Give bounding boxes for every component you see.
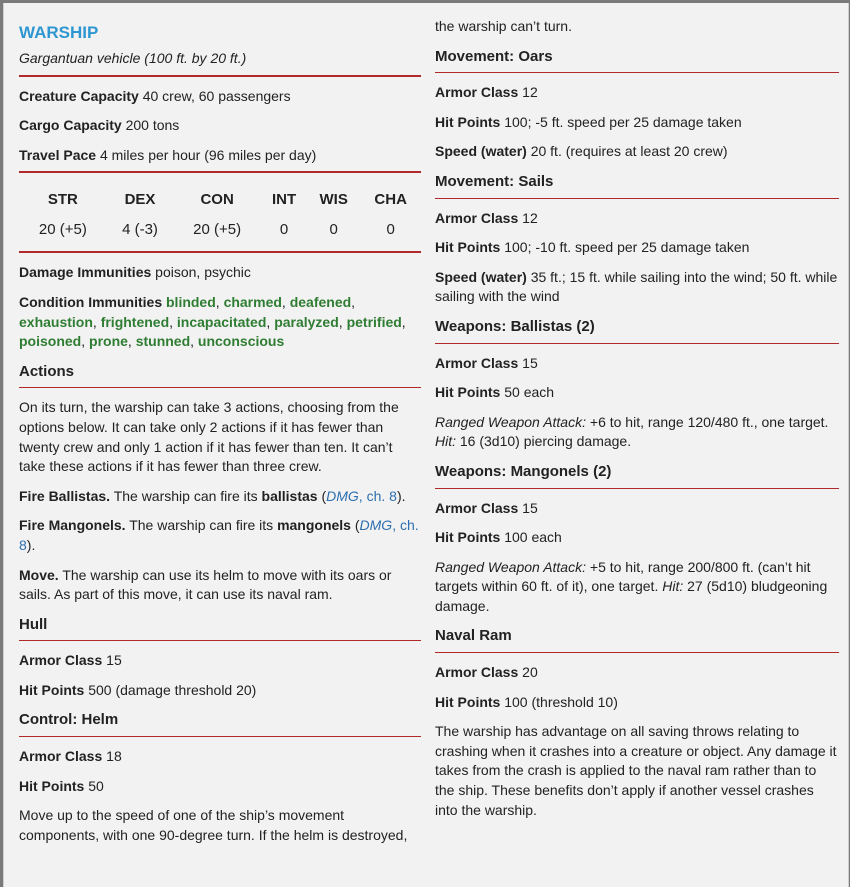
- divider: [19, 251, 421, 253]
- stat-value: 15: [522, 499, 538, 516]
- action-text: The warship can use its helm to move with its oars or sails. As part of this move, it can use its naval ram.: [19, 566, 392, 603]
- divider: [435, 652, 839, 653]
- stat-value: 100; -10 ft. speed per 25 damage taken: [504, 239, 750, 256]
- divider: [19, 387, 421, 388]
- reference-chapter: ch. 8: [19, 517, 419, 553]
- condition-prone: prone: [89, 333, 128, 350]
- stat-label: Armor Class: [435, 354, 519, 371]
- stat-value: 100; -5 ft. speed per 25 damage taken: [504, 113, 742, 130]
- ram-heading: Naval Ram: [435, 627, 512, 645]
- reference-chapter: ch. 8: [366, 487, 397, 504]
- hull-heading: Hull: [19, 615, 48, 633]
- ballistas-hit-points: [435, 383, 839, 403]
- stat-value: 50 each: [504, 384, 555, 401]
- stat-value: 12: [522, 209, 538, 226]
- action-move: [19, 566, 421, 605]
- ability-score: 20 (+5): [193, 220, 242, 238]
- ability-name: INT: [271, 190, 297, 208]
- helm-hit-points: [19, 777, 421, 797]
- ballistas-attack: [435, 413, 839, 452]
- stat-value: 35 ft.; 15 ft. while sailing into the wind; 50 ft. while sailing with the wind: [435, 268, 838, 305]
- condition-exhaustion: exhaustion: [19, 313, 93, 330]
- ram-hit-points: [435, 693, 839, 713]
- reference-book: DMG: [359, 517, 393, 534]
- stat-value: 15: [106, 652, 122, 669]
- ability-name: DEX: [124, 190, 156, 208]
- ballistas-term: ballistas: [261, 487, 318, 504]
- action-name: Fire Mangonels.: [19, 517, 126, 534]
- divider: [19, 171, 421, 173]
- action-fire-mangonels: Fire Mangonels. The warship can fire its mangonels (DMG, ch. 8).: [19, 517, 419, 553]
- stat-label: Hit Points: [435, 384, 501, 401]
- oars-speed: [435, 142, 839, 162]
- hull-hit-points: [19, 681, 421, 701]
- actions-heading: Actions: [19, 362, 75, 380]
- attack-text: +5 to hit, range 200/800 ft. (can’t hit targets within 60 ft. of it), one target.: [435, 558, 811, 595]
- hit-label: Hit:: [435, 433, 456, 450]
- left-column: [19, 3, 421, 845]
- divider: [19, 640, 421, 641]
- hit-label: Hit:: [662, 578, 684, 595]
- stat-value: 100 each: [504, 529, 562, 546]
- ability-name: CON: [200, 190, 234, 208]
- condition-deafened: deafened: [289, 293, 352, 310]
- condition-incapacitated: incapacitated: [176, 313, 267, 330]
- ballistas-heading: Weapons: Ballistas (2): [435, 317, 595, 335]
- sails-armor-class: [435, 209, 839, 229]
- attack-label: Ranged Weapon Attack:: [435, 413, 586, 430]
- ability-score: 20 (+5): [38, 220, 87, 238]
- stat-label: Armor Class: [19, 652, 103, 669]
- ability-score: 0: [386, 220, 395, 238]
- divider: [435, 72, 839, 73]
- stat-value: 15: [522, 354, 538, 371]
- damage-immunities: [19, 263, 421, 283]
- mangonels-term: mangonels: [277, 517, 351, 534]
- action-text: The warship can fire its: [129, 517, 274, 534]
- ram-description: The warship has advantage on all saving throws relating to crashing when it crashes into a creature or object. Any damage it takes from the crash is applied to the naval ram rather than to the ship. These benefits don’t apply if another vessel crashes into the warship.: [435, 723, 837, 818]
- helm-description-continued: the warship can’t turn.: [435, 18, 572, 34]
- ability-score: 4 (-3): [122, 220, 158, 238]
- vehicle-subtitle: Gargantuan vehicle (100 ft. by 20 ft.): [19, 50, 247, 66]
- vehicle-name: WARSHIP: [19, 23, 99, 42]
- mangonels-armor-class: [435, 499, 839, 519]
- sails-speed: [435, 268, 839, 307]
- stat-label: Armor Class: [19, 748, 103, 765]
- property-creature-capacity: [19, 87, 421, 107]
- action-text-end: ).: [396, 487, 406, 504]
- stat-label: Armor Class: [435, 84, 519, 101]
- stat-value: 500 (damage threshold 20): [88, 681, 257, 698]
- oars-hit-points: [435, 113, 839, 133]
- hit-text: 16 (3d10) piercing damage.: [459, 433, 632, 450]
- ability-score: 0: [329, 220, 338, 238]
- ability-name: CHA: [374, 190, 407, 208]
- dmg-reference-link[interactable]: DMG, ch. 8: [19, 517, 419, 553]
- stat-label: Hit Points: [435, 113, 501, 130]
- stat-value: 20: [522, 664, 538, 681]
- stat-label: Hit Points: [435, 529, 501, 546]
- stat-block-page: [3, 3, 849, 887]
- actions-intro: On its turn, the warship can take 3 actions, choosing from the options below. It can take only 2 actions if it has fewer than twenty crew and only 1 action if it has fewer than ten. It can’t take these actions if it has fewer than three crew.: [19, 399, 399, 475]
- hit-text: 27 (5d10) bludgeoning damage.: [435, 578, 828, 614]
- stat-label: Armor Class: [435, 664, 519, 681]
- property-value: 200 tons: [125, 117, 180, 134]
- ballistas-armor-class: [435, 354, 839, 374]
- sails-heading: Movement: Sails: [435, 172, 554, 190]
- divider: [435, 198, 839, 199]
- reference-book: DMG: [326, 487, 359, 504]
- action-name: Fire Ballistas.: [19, 487, 111, 504]
- stat-label: Armor Class: [435, 499, 519, 516]
- condition-blinded: blinded: [166, 293, 216, 310]
- stat-label: Hit Points: [435, 239, 501, 256]
- divider: [19, 736, 421, 737]
- ram-armor-class: [435, 663, 839, 683]
- action-name: Move.: [19, 566, 59, 583]
- hull-armor-class: [19, 651, 421, 671]
- property-travel-pace: [19, 146, 421, 166]
- action-text: The warship can fire its: [113, 487, 258, 504]
- right-column: [435, 3, 839, 820]
- stat-value: 20 ft. (requires at least 20 crew): [530, 143, 728, 160]
- stat-label: Speed (water): [435, 268, 527, 285]
- divider: [435, 343, 839, 344]
- property-label: Cargo Capacity: [19, 117, 122, 134]
- helm-heading: Control: Helm: [19, 711, 119, 729]
- stat-label: Hit Points: [19, 777, 85, 794]
- helm-description: Move up to the speed of one of the ship’s movement components, with one 90-degree turn. If the helm is destroyed,: [19, 807, 408, 843]
- damage-immunities-label: Damage Immunities: [19, 264, 152, 281]
- stat-value: 50: [88, 777, 104, 794]
- mangonels-heading: Weapons: Mangonels (2): [435, 462, 612, 480]
- condition-frightened: frightened: [100, 313, 170, 330]
- ability-name: WIS: [319, 190, 348, 208]
- ability-scores-table: [19, 185, 421, 245]
- dmg-reference-link[interactable]: DMG, ch. 8: [326, 487, 397, 504]
- divider: [19, 75, 421, 77]
- helm-armor-class: [19, 747, 421, 767]
- ability-name: STR: [47, 190, 78, 208]
- stat-value: 12: [522, 84, 538, 101]
- stat-value: 18: [106, 748, 122, 765]
- mangonels-hit-points: [435, 528, 839, 548]
- condition-paralyzed: paralyzed: [274, 313, 339, 330]
- property-label: Creature Capacity: [19, 87, 139, 104]
- stat-label: Hit Points: [435, 693, 501, 710]
- stat-label: Speed (water): [435, 143, 527, 160]
- condition-stunned: stunned: [135, 333, 191, 350]
- stat-label: Armor Class: [435, 209, 519, 226]
- oars-armor-class: [435, 83, 839, 103]
- mangonels-attack: [435, 558, 839, 617]
- damage-immunities-value: poison, psychic: [155, 264, 251, 281]
- condition-petrified: petrified: [346, 313, 402, 330]
- condition-charmed: charmed: [223, 293, 282, 310]
- condition-immunities-list: blinded, charmed, deafened, exhaustion, frightened, incapacitated, paralyzed, petrified, poisoned, prone, stunned, unconscious: [19, 293, 406, 350]
- stat-value: 100 (threshold 10): [504, 693, 618, 710]
- oars-heading: Movement: Oars: [435, 47, 553, 65]
- action-text-end: ).: [26, 536, 36, 553]
- attack-text: +6 to hit, range 120/480 ft., one target.: [589, 413, 829, 430]
- condition-poisoned: poisoned: [19, 333, 82, 350]
- attack-label: Ranged Weapon Attack:: [435, 558, 586, 575]
- property-value: 40 crew, 60 passengers: [142, 87, 291, 104]
- property-cargo-capacity: [19, 116, 421, 136]
- property-value: 4 miles per hour (96 miles per day): [99, 146, 317, 163]
- condition-immunities: [19, 293, 421, 352]
- ability-score: 0: [279, 220, 289, 238]
- action-fire-ballistas: Fire Ballistas. The warship can fire its ballistas (DMG, ch. 8).: [19, 487, 406, 504]
- divider: [435, 488, 839, 489]
- stat-label: Hit Points: [19, 681, 85, 698]
- condition-immunities-label: Condition Immunities: [19, 293, 163, 310]
- property-label: Travel Pace: [19, 146, 97, 163]
- sails-hit-points: [435, 238, 839, 258]
- condition-unconscious: unconscious: [197, 333, 285, 350]
